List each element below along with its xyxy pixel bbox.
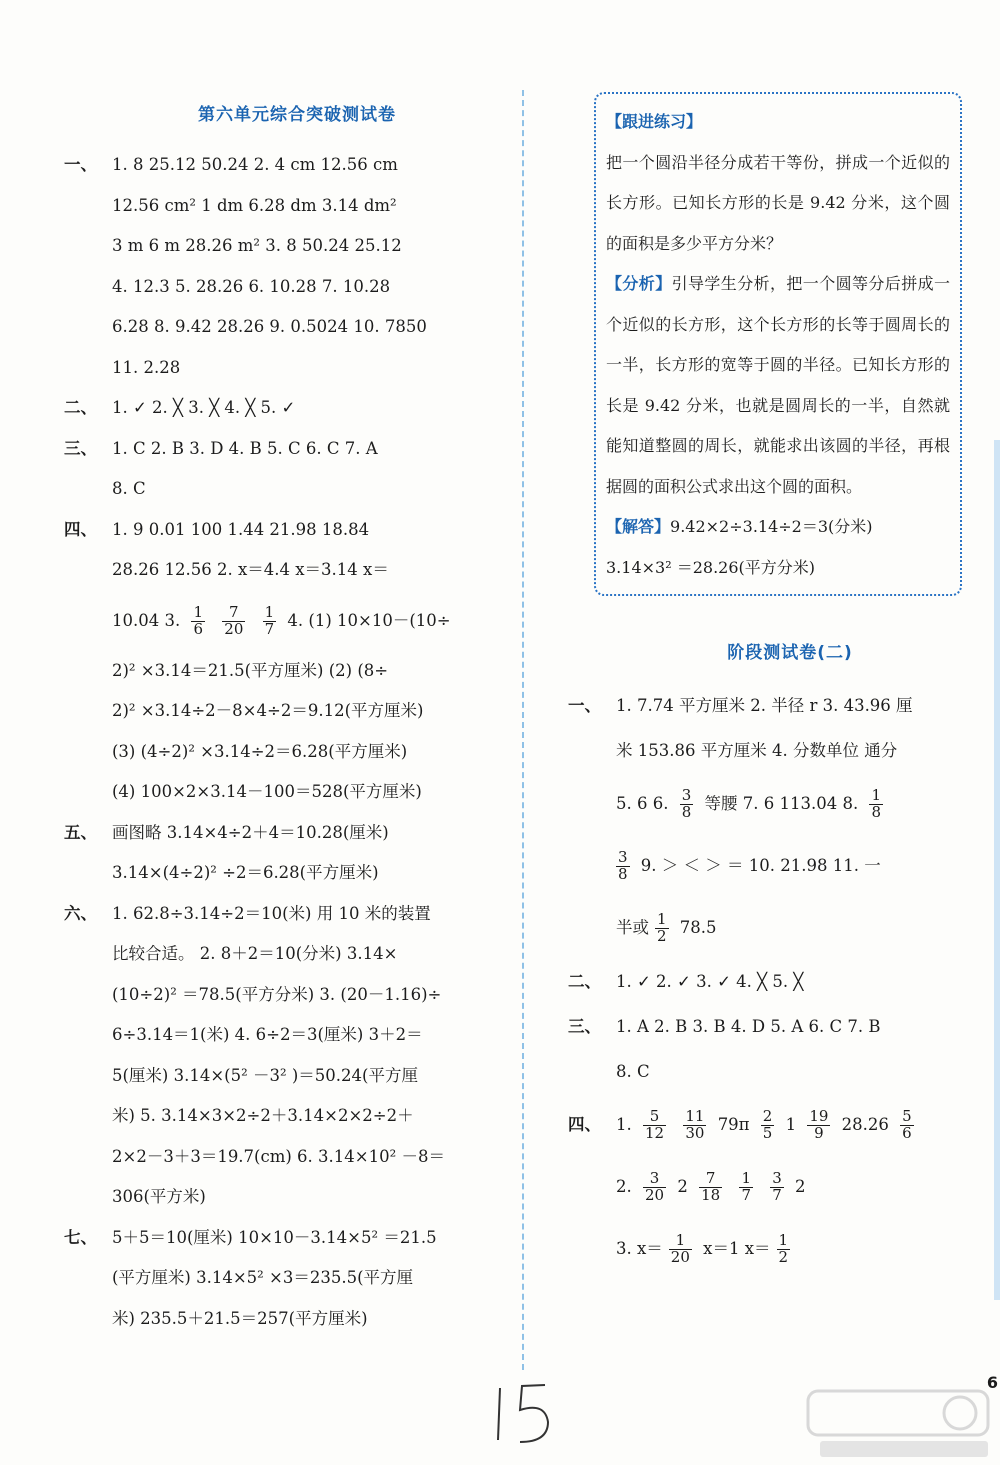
fraction: $\frac{1}{2}$ [778, 1231, 789, 1266]
answer-line [64, 145, 522, 186]
answer-text: 5. 6 6. [616, 794, 669, 813]
answer-text: 306(平方米) [112, 1187, 206, 1206]
answer-line [112, 1258, 522, 1299]
answer-line [112, 975, 522, 1016]
fraction: $\frac{1}{2}$ [657, 910, 667, 945]
answer-text: 6÷3.14＝1(米) 4. 6÷2＝3(厘米) 3＋2＝ [112, 1025, 423, 1044]
answer-text: 1. C 2. B 3. D 4. B 5. C 6. C 7. A [112, 438, 378, 458]
part-label: 四、 [568, 1115, 601, 1134]
box-tag: 【解答】 [606, 517, 671, 536]
answer-text: 28.26 12.56 2. x＝4.4 x＝3.14 x＝ [112, 560, 389, 579]
answer-text: 半或 [616, 918, 649, 937]
answer-line [112, 1137, 522, 1178]
part-label: 二、 [568, 972, 601, 991]
answer-text: (10÷2)² ＝78.5(平方分米) 3. (20－1.16)÷ [112, 984, 442, 1004]
fraction: $\frac{19}{9}$ [809, 1107, 829, 1142]
answer-text: 1. 8 25.12 50.24 2. 4 cm 12.56 cm [112, 155, 398, 174]
part-label: 二、 [64, 398, 97, 417]
answer-text: (3) (4÷2)² ×3.14÷2＝6.28(平方厘米) [112, 741, 408, 761]
answer-text: 2)² ×3.14÷2－8×4÷2＝9.12(平方厘米) [112, 701, 424, 720]
answer-text: 78.5 [679, 918, 717, 937]
fraction: $\frac{7}{18}$ [701, 1169, 721, 1204]
answer-text: 米) 235.5＋21.5＝257(平方厘米) [112, 1308, 368, 1328]
fraction: $\frac{3}{20}$ [645, 1169, 665, 1204]
answer-line [616, 728, 980, 773]
answer-text: 8. C [112, 479, 146, 498]
answer-text: 2×2－3＋3＝19.7(cm) 6. 3.14×10² －8＝ [112, 1146, 445, 1166]
box-tag: 【跟进练习】 [606, 112, 703, 131]
answer-text: 1. ✓ 2. ╳ 3. ╳ 4. ╳ 5. ✓ [112, 398, 296, 417]
answer-line [112, 1015, 522, 1056]
answer-line [568, 1004, 980, 1049]
answer-line [112, 469, 522, 510]
left-column [64, 100, 522, 1339]
answer-line [64, 813, 522, 854]
answer-line [616, 835, 980, 897]
box-paragraph: 3.14×3² ＝28.26(平方分米) [606, 557, 816, 577]
fraction: $\frac{3}{8}$ [681, 786, 692, 821]
answer-line [568, 1094, 980, 1156]
answer-line [112, 226, 522, 267]
answer-text: 1. A 2. B 3. B 4. D 5. A 6. C 7. B [616, 1017, 881, 1036]
answer-line [64, 388, 522, 429]
answer-line [112, 853, 522, 894]
answer-text: 2 [677, 1177, 688, 1196]
fraction: $\frac{11}{30}$ [685, 1107, 705, 1142]
answer-text: 米) 5. 3.14×3×2÷2＋3.14×2×2÷2＋ [112, 1106, 414, 1125]
section-title: 第六单元综合突破测试卷 [198, 105, 396, 125]
fraction: $\frac{5}{12}$ [645, 1107, 665, 1142]
fraction: $\frac{3}{8}$ [618, 848, 628, 883]
answer-text: 1 [785, 1115, 797, 1134]
part-label: 五、 [64, 822, 97, 842]
answer-text: 3.14×(4÷2)² ÷2＝6.28(平方厘米) [112, 863, 379, 882]
answer-line [616, 1218, 980, 1280]
answer-line [616, 1049, 980, 1094]
watermark-logo [800, 1385, 1000, 1465]
fraction: $\frac{1}{20}$ [670, 1231, 690, 1266]
fraction: $\frac{2}{5}$ [762, 1107, 773, 1142]
answer-text: (平方厘米) 3.14×5² ×3＝235.5(平方厘 [112, 1268, 414, 1287]
answer-line [568, 959, 980, 1004]
answer-line [112, 307, 522, 348]
fraction: $\frac{1}{6}$ [193, 602, 204, 638]
box-paragraph [606, 264, 950, 507]
answer-text: 2)² ×3.14＝21.5(平方厘米) (2) (8÷ [112, 660, 389, 680]
right-answers [568, 683, 980, 1280]
answer-line [112, 591, 522, 651]
answer-text: 11. 2.28 [112, 357, 181, 377]
answer-text: 4. 12.3 5. 28.26 6. 10.28 7. 10.28 [112, 276, 391, 296]
follow-up-practice-box [594, 92, 962, 596]
answer-line [64, 1218, 522, 1259]
answer-text: 8. C [616, 1062, 650, 1081]
answer-line [112, 772, 522, 813]
answer-text: 米 153.86 平方厘米 4. 分数单位 通分 [616, 741, 898, 760]
answer-text: 画图略 3.14×4÷2＋4＝10.28(厘米) [112, 822, 389, 842]
fraction: $\frac{7}{20}$ [224, 602, 244, 638]
part-label: 一、 [64, 155, 97, 174]
answer-text: (4) 100×2×3.14－100＝528(平方厘米) [112, 782, 422, 801]
answer-text: 等腰 7. 6 113.04 8. [704, 794, 859, 813]
box-paragraph [606, 102, 950, 143]
answer-text: 4. (1) 10×10－(10÷ [287, 610, 451, 630]
answer-line [112, 651, 522, 692]
answer-text: 3. x＝ [616, 1239, 663, 1258]
box-tag: 【分析】 [606, 274, 672, 293]
page-number: 6 [986, 1373, 998, 1392]
box-paragraph [606, 507, 950, 548]
answer-text: 5(厘米) 3.14×(5² －3² )＝50.24(平方厘 [112, 1065, 418, 1085]
answer-text: 1. 9 0.01 100 1.44 21.98 18.84 [112, 519, 370, 539]
right-column [568, 92, 980, 1280]
answer-line [112, 348, 522, 389]
answer-text: 9. ＞ ＜ ＞ ＝ 10. 21.98 11. 一 [640, 856, 881, 875]
box-text: 引导学生分析，把一个圆等分后拼成一个近似的长方形，这个长方形的长等于圆周长的一半，长方形的宽等于圆的半径。已知长方形的长是 9.42 分米，也就是圆周长的一半，自然就能知道整圆的周长，就能求出该圆的半径，再根据圆的面积公式求出这个圆的面积。 [606, 274, 950, 496]
answer-text: 28.26 [841, 1115, 889, 1134]
part-label: 三、 [64, 438, 97, 458]
answer-text: 1. 62.8÷3.14÷2＝10(米) 用 10 米的装置 [112, 903, 431, 923]
answer-line [112, 1299, 522, 1340]
fraction: $\frac{1}{7}$ [264, 602, 275, 638]
page-edge-bar [994, 440, 1000, 1300]
answer-text: 10.04 3. [112, 610, 181, 630]
part-label: 四、 [64, 519, 97, 539]
answer-line [112, 550, 522, 591]
answer-text: 2 [795, 1177, 806, 1196]
answer-text: 1. 7.74 平方厘米 2. 半径 r 3. 43.96 厘 [616, 696, 913, 715]
answer-line [112, 732, 522, 773]
fraction: $\frac{1}{8}$ [871, 786, 882, 821]
answer-text: 3 m 6 m 28.26 m² 3. 8 50.24 25.12 [112, 236, 402, 255]
answer-text: 2. [616, 1177, 632, 1196]
part-label: 一、 [568, 696, 601, 715]
answer-text: x＝1 x＝ [703, 1239, 771, 1258]
answer-line [112, 1056, 522, 1097]
answer-line [112, 1096, 522, 1137]
answer-line [112, 267, 522, 308]
answer-line [112, 1177, 522, 1218]
part-label: 七、 [64, 1227, 97, 1247]
column-divider [522, 90, 524, 1370]
answer-text: 6.28 8. 9.42 28.26 9. 0.5024 10. 7850 [112, 317, 427, 336]
answer-text: 比较合适。 2. 8＋2＝10(分米) 3.14× [112, 944, 398, 963]
box-text: 9.42×2÷3.14÷2＝3(分米) [670, 517, 873, 536]
fraction: $\frac{1}{7}$ [741, 1169, 751, 1204]
answer-line [112, 934, 522, 975]
fraction: $\frac{3}{7}$ [772, 1169, 782, 1204]
handwritten-mark [490, 1380, 570, 1450]
answer-line [64, 894, 522, 935]
answer-line [616, 1156, 980, 1218]
answer-text: 5＋5＝10(厘米) 10×10－3.14×5² ＝21.5 [112, 1227, 437, 1247]
box-paragraph: 把一个圆沿半径分成若干等份，拼成一个近似的长方形。已知长方形的长是 9.42 分米，这个圆的面积是多少平方分米？ [606, 152, 950, 253]
answer-line [112, 186, 522, 227]
answer-line [112, 691, 522, 732]
answer-text: 79π [717, 1115, 750, 1134]
answer-line [568, 683, 980, 728]
answer-text: 1. [616, 1115, 632, 1134]
part-label: 六、 [64, 903, 97, 923]
part-label: 三、 [568, 1017, 601, 1036]
answer-line [64, 510, 522, 551]
answer-text: 12.56 cm² 1 dm 6.28 dm 3.14 dm² [112, 195, 397, 215]
answer-line [64, 429, 522, 470]
answer-line [616, 897, 980, 959]
section-title: 阶段测试卷(二) [727, 643, 853, 663]
answer-text: 1. ✓ 2. ✓ 3. ✓ 4. ╳ 5. ╳ [616, 972, 804, 991]
fraction: $\frac{5}{6}$ [902, 1107, 912, 1142]
answer-line [616, 773, 980, 835]
